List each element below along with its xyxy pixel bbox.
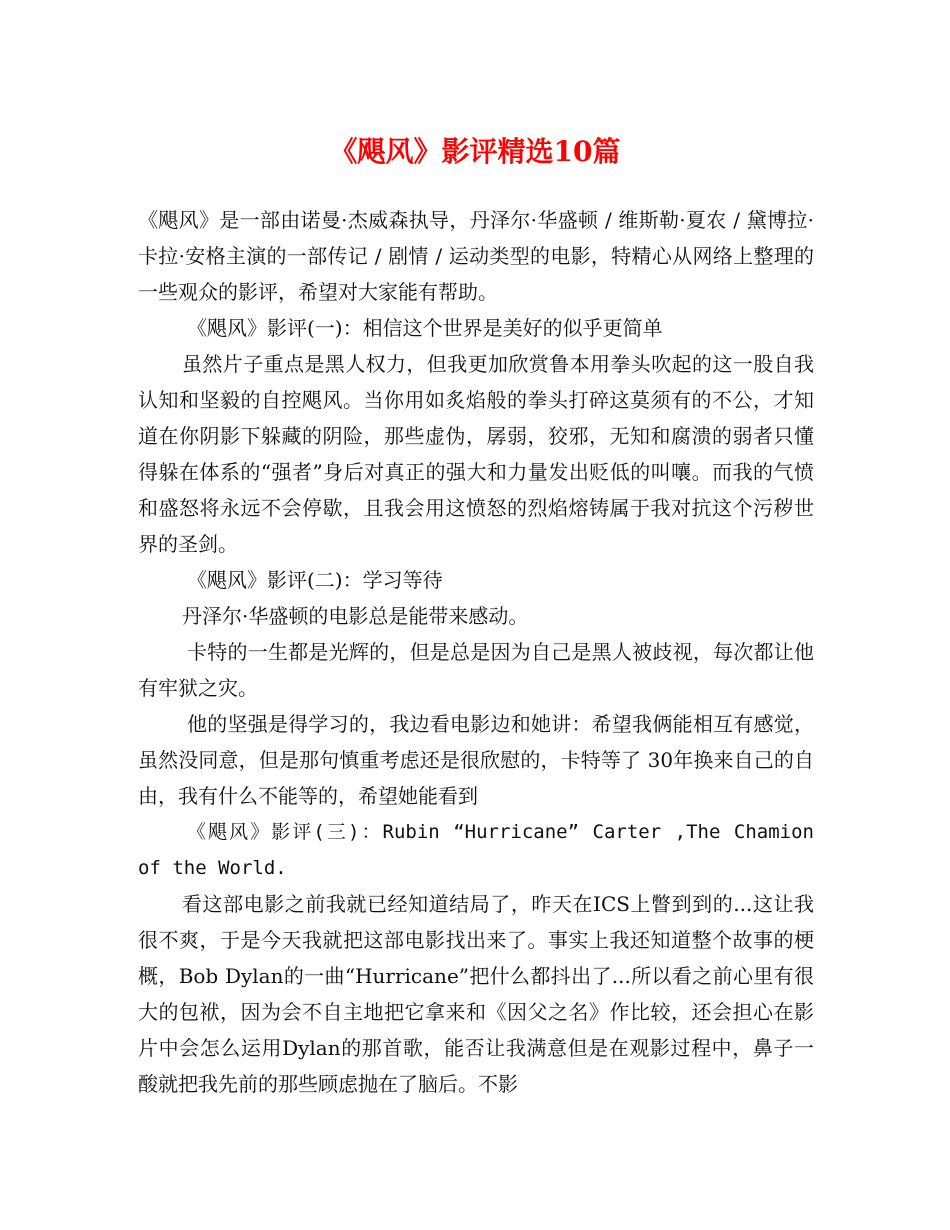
document-body [138, 202, 814, 1102]
review-heading-2: 《飓风》影评(二)：学习等待 [187, 568, 443, 592]
intro-paragraph: 《飓风》是一部由诺曼·杰威森执导，丹泽尔·华盛顿 / 维斯勒·夏农 / 黛博拉·卡拉·安格主演的一部传记 / 剧情 / 运动类型的电影，特精心从网络上整理的一些观众的影评，希望对大家能有帮助。 [138, 208, 814, 304]
review-paragraph: 卡特的一生都是光辉的，但是总是因为自己是黑人被歧视，每次都让他有牢狱之灾。 [138, 640, 814, 700]
review-paragraph: 虽然片子重点是黑人权力，但我更加欣赏鲁本用拳头吹起的这一股自我认知和坚毅的自控飓风。当你用如炙焰般的拳头打碎这莫须有的不公，才知道在你阴影下躲藏的阴险，那些虚伪，孱弱，狡邪，无知和腐溃的弱者只懂得躲在体系的“强者”身后对真正的强大和力量发出贬低的叫嚷。而我的气愤和盛怒将永远不会停歇，且我会用这愤怒的烈焰熔铸属于我对抗这个污秽世界的圣剑。 [138, 352, 814, 556]
review-paragraph: 丹泽尔·华盛顿的电影总是能带来感动。 [182, 604, 529, 628]
review-paragraph: 看这部电影之前我就已经知道结局了，昨天在ICS上瞥到到的...这让我很不爽，于是今天我就把这部电影找出来了。事实上我还知道整个故事的梗概，Bob Dylan的一曲“Hurricane”把什么都抖出了...所以看之前心里有很大的包袱，因为会不自主地把它拿来和《因父之名》作比较，还会担心在影片中会怎么运用Dylan的那首歌，能否让我满意但是在观影过程中，鼻子一酸就把我先前的那些顾虑抛在了脑后。不影 [138, 892, 814, 1096]
review-heading-3: 《飓风》影评(三)：Rubin “Hurricane” Carter ,The Chamion of the World. [138, 821, 814, 879]
document-title: 《飓风》影评精选10篇 [329, 135, 621, 168]
review-heading-1: 《飓风》影评(一)：相信这个世界是美好的似乎更简单 [187, 316, 663, 340]
review-paragraph: 他的坚强是得学习的，我边看电影边和她讲：希望我俩能相互有感觉，虽然没同意，但是那句慎重考虑还是很欣慰的，卡特等了 30年换来自己的自由，我有什么不能等的，希望她能看到 [138, 712, 814, 808]
